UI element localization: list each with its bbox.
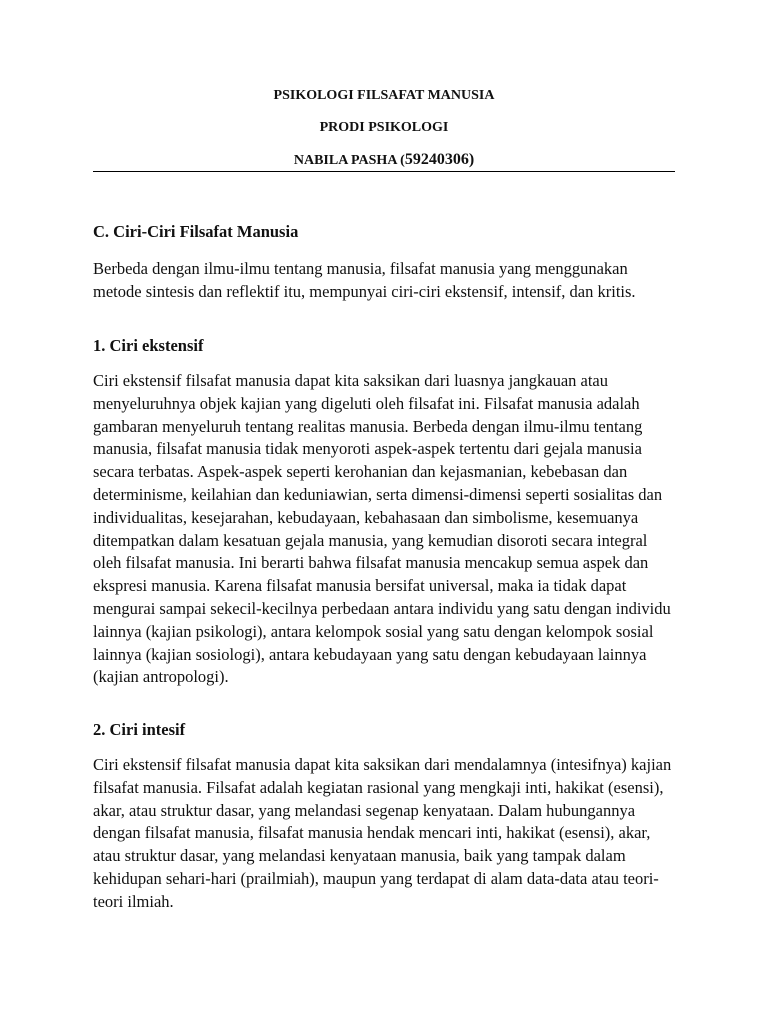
paragraph-extensive: Ciri ekstensif filsafat manusia dapat kita saksikan dari luasnya jangkauan atau menyeluruhnya objek kajian yang digeluti oleh filsafat ini. Filsafat manusia adalah gambaran menyeluruh tentang realitas manusia. Berbeda dengan ilmu-ilmu tentang manusia, filsafat manusia tidak menyoroti aspek-aspek tertentu dari gejala manusia secara terbatas. Aspek-aspek seperti kerohanian dan kejasmanian, kebebasan dan determinisme, keilahian dan keduniawian, serta dimensi-dimensi seperti sosialitas dan individualitas, kesejarahan, kebudayaan, kebahasaan dan simbolisme, kesemuanya ditempatkan dalam kesatuan gejala manusia, yang kemudian disoroti secara integral oleh filsafat manusia. Ini berarti bahwa filsafat manusia mencakup semua aspek dan ekspresi manusia. Karena filsafat manusia bersifat universal, maka ia tidak dapat mengurai sampai sekecil-kecilnya perbedaan antara individu yang satu dengan individu lainnya (kajian psikologi), antara kelompok sosial yang satu dengan kelompok sosial lainnya (kajian sosiologi), antara kebudayaan yang satu dengan kebudayaan lainnya (kajian antropologi). <box>93 371 671 687</box>
study-program: PRODI PSIKOLOGI <box>319 120 449 135</box>
paragraph-intensive: Ciri ekstensif filsafat manusia dapat kita saksikan dari mendalamnya (intesifnya) kajian filsafat manusia. Filsafat adalah kegiatan rasional yang mengkaji inti, hakikat (esensi), akar, atau struktur dasar, yang melandasi segenap kenyataan. Dalam hubungannya dengan filsafat manusia, filsafat manusia hendak mencari inti, hakikat (esensi), akar, atau struktur dasar, yang melandasi kenyataan manusia, baik yang tampak dalam kehidupan sehari-hari (prailmiah), maupun yang terdapat di alam data-data atau teori-teori ilmiah. <box>93 755 672 911</box>
author-name: NABILA PASHA ( <box>293 153 405 168</box>
document-title: PSIKOLOGI FILSAFAT MANUSIA <box>273 88 495 103</box>
section-title: C. Ciri-Ciri Filsafat Manusia <box>93 222 299 241</box>
subsection-heading-intensive: 2. Ciri intesif <box>93 720 186 739</box>
subsection-heading-extensive: 1. Ciri ekstensif <box>93 336 204 355</box>
header-divider <box>93 171 675 172</box>
intro-paragraph: Berbeda dengan ilmu-ilmu tentang manusia, filsafat manusia yang menggunakan metode sintesis dan reflektif itu, mempunyai ciri-ciri ekstensif, intensif, dan kritis. <box>93 259 636 301</box>
author-id: 59240306) <box>404 151 475 168</box>
author-line <box>93 151 675 169</box>
